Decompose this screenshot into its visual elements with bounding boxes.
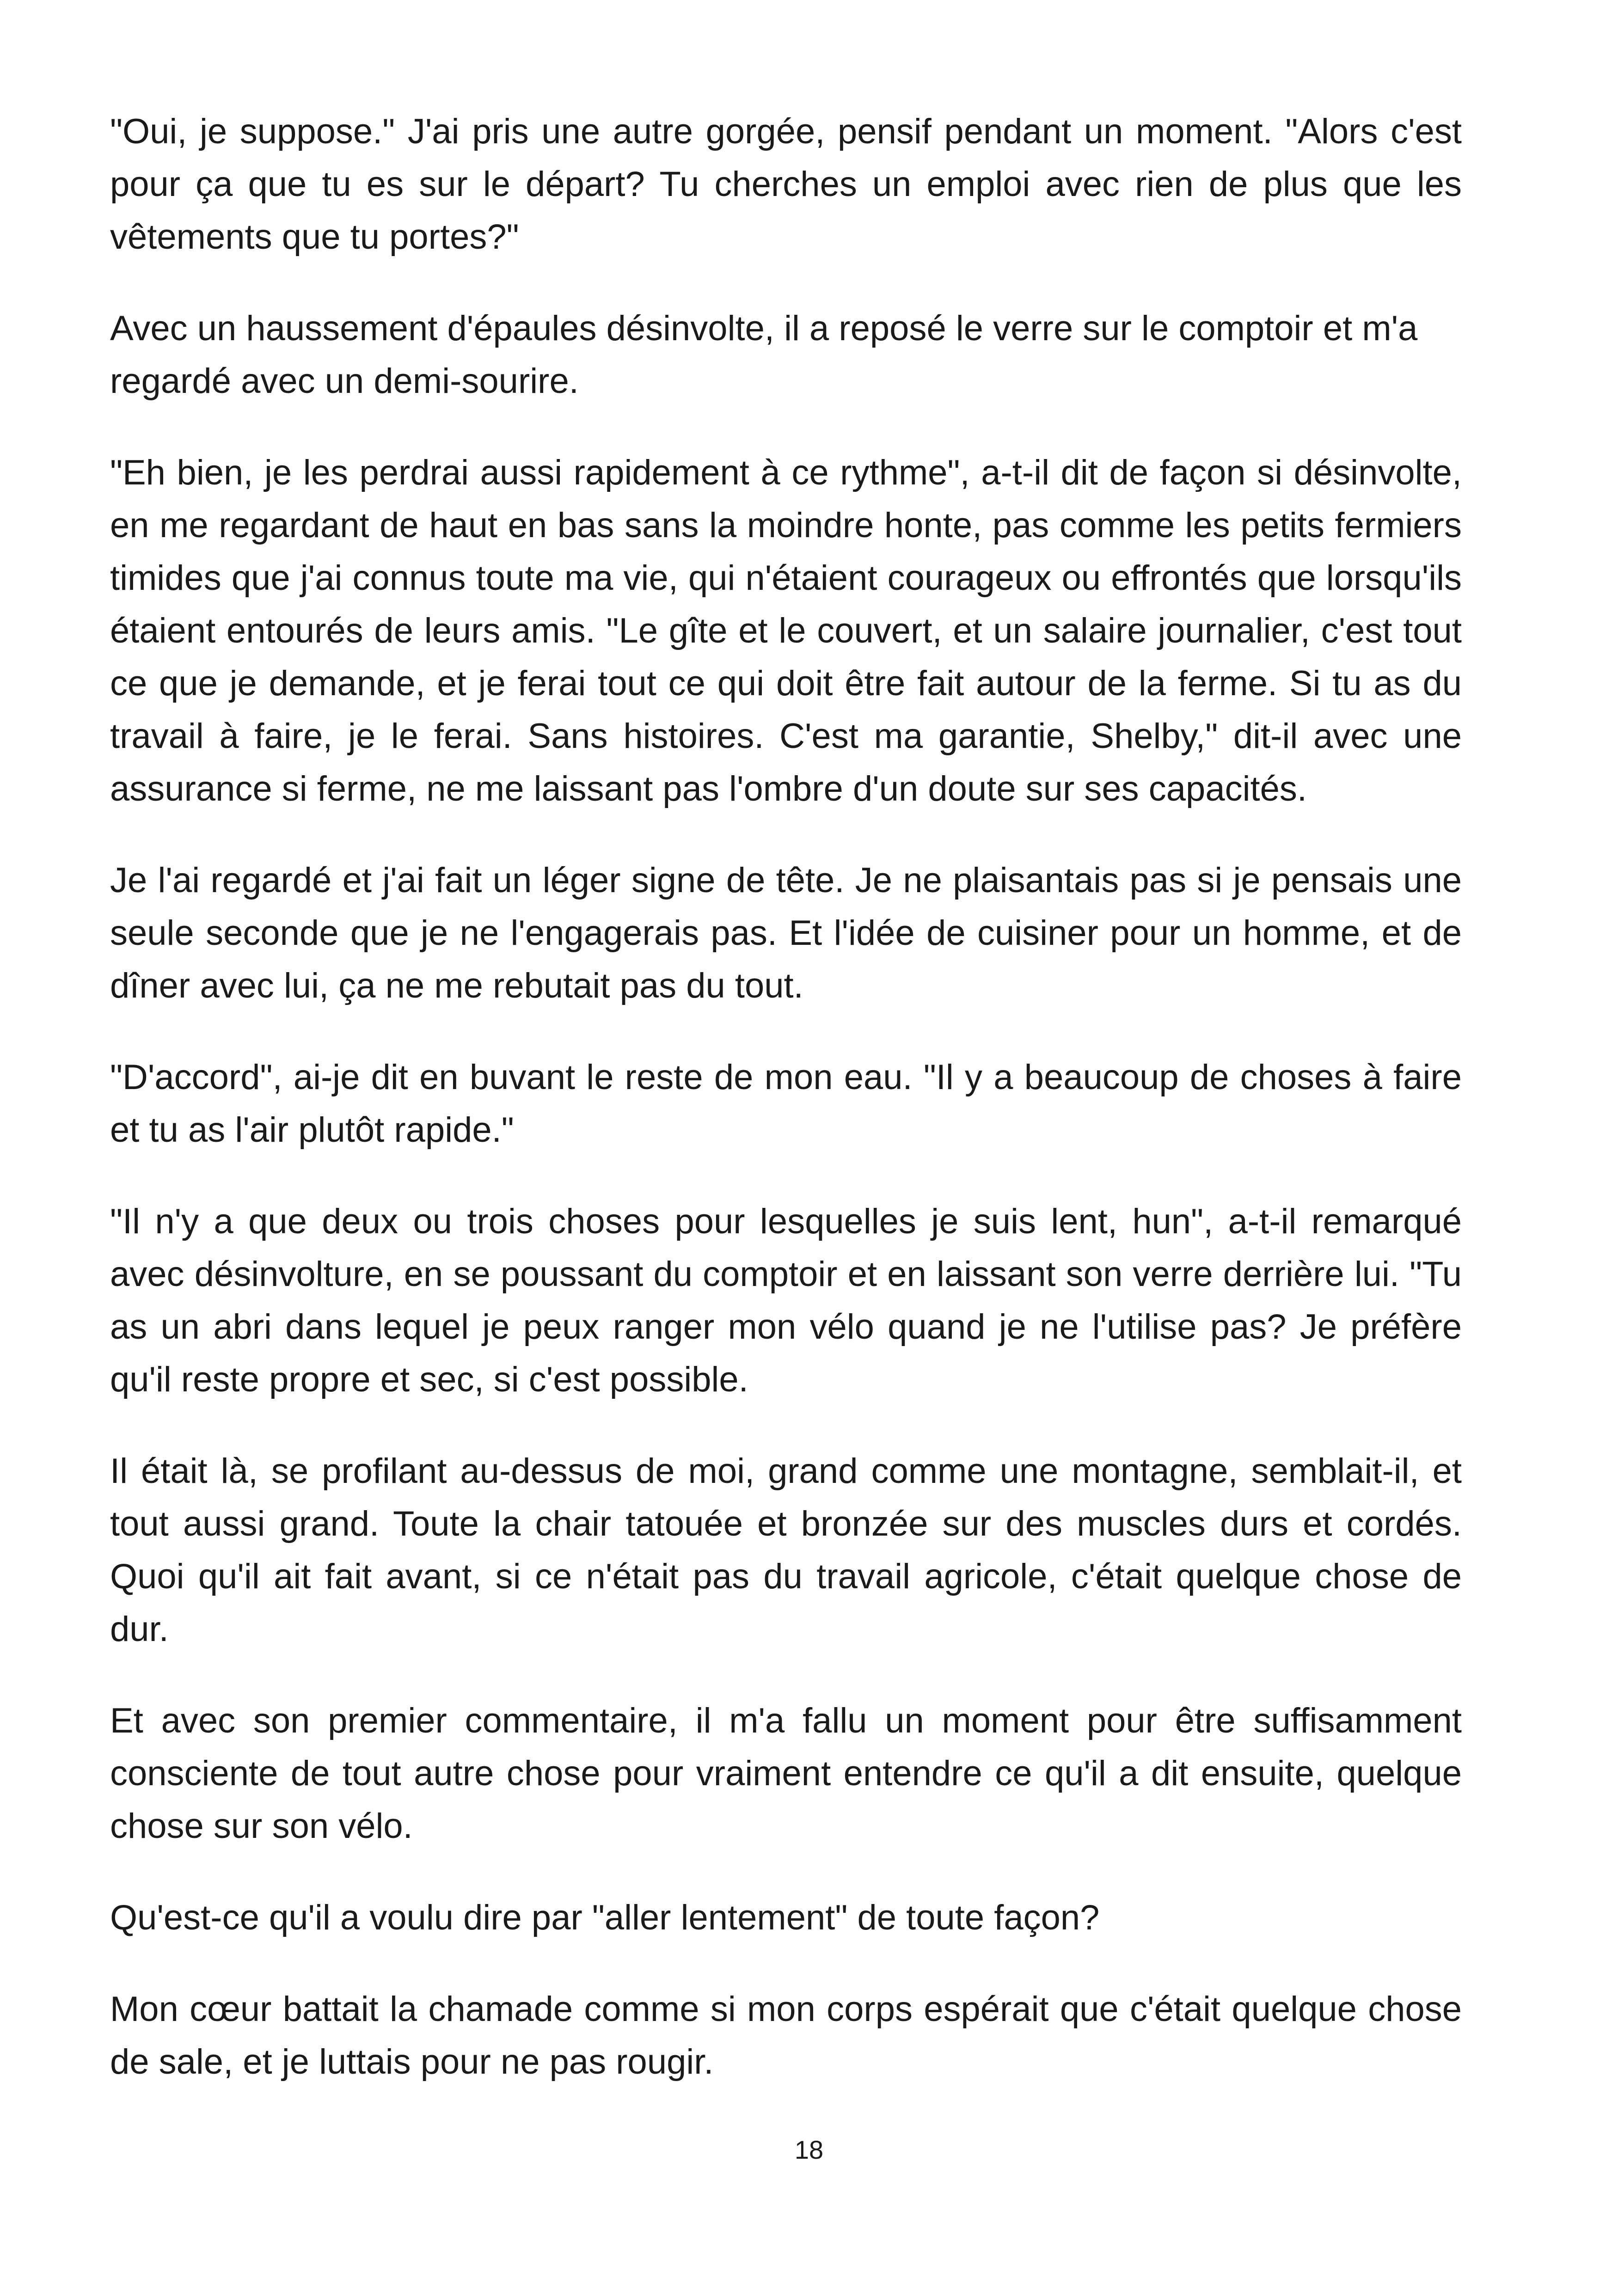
paragraph: "Oui, je suppose." J'ai pris une autre gorgée, pensif pendant un moment. "Alors c'est pour ça que tu es sur le départ? Tu cherches un emploi avec rien de plus que les vêtements que tu portes?" [110,112,1462,257]
paragraph: Je l'ai regardé et j'ai fait un léger signe de tête. Je ne plaisantais pas si je pensais une seule seconde que je ne l'engagerais pas. Et l'idée de cuisiner pour un homme, et de dîner avec lui, ça ne me rebutait pas du tout. [110,861,1462,1005]
paragraph: "Eh bien, je les perdrai aussi rapidement à ce rythme", a-t-il dit de façon si désinvolte, en me regardant de haut en bas sans la moindre honte, pas comme les petits fermiers timides que j'ai connus toute ma vie, qui n'étaient courageux ou effrontés que lorsqu'ils étaient entourés de leurs amis. "Le gîte et le couvert, et un salaire journalier, c'est tout ce que je demande, et je ferai tout ce qui doit être fait autour de la ferme. Si tu as du travail à faire, je le ferai. Sans histoires. C'est ma garantie, Shelby," dit-il avec une assurance si ferme, ne me laissant pas l'ombre d'un doute sur ses capacités. [110,453,1462,808]
page-body [110,105,1462,2127]
paragraph: "D'accord", ai-je dit en buvant le reste de mon eau. "Il y a beaucoup de choses à faire et tu as l'air plutôt rapide." [110,1058,1462,1150]
paragraph: Et avec son premier commentaire, il m'a fallu un moment pour être suffisamment consciente de tout autre chose pour vraiment entendre ce qu'il a dit ensuite, quelque chose sur son vélo. [110,1701,1462,1846]
page-number: 18 [794,2135,824,2164]
paragraph: Mon cœur battait la chamade comme si mon corps espérait que c'était quelque chose de sale, et je luttais pour ne pas rougir. [110,1990,1462,2082]
paragraph: Il était là, se profilant au-dessus de moi, grand comme une montagne, semblait-il, et tout aussi grand. Toute la chair tatouée et bronzée sur des muscles durs et cordés. Quoi qu'il ait fait avant, si ce n'était pas du travail agricole, c'était quelque chose de dur. [110,1451,1462,1649]
paragraph: Qu'est-ce qu'il a voulu dire par "aller lentement" de toute façon? [110,1898,1100,1937]
paragraph: "Il n'y a que deux ou trois choses pour lesquelles je suis lent, hun", a-t-il remarqué avec désinvolture, en se poussant du comptoir et en laissant son verre derrière lui. "Tu as un abri dans lequel je peux ranger mon vélo quand je ne l'utilise pas? Je préfère qu'il reste propre et sec, si c'est possible. [110,1202,1462,1399]
paragraph: Avec un haussement d'épaules désinvolte, il a reposé le verre sur le comptoir et m'a regardé avec un demi-sourire. [110,309,1418,401]
